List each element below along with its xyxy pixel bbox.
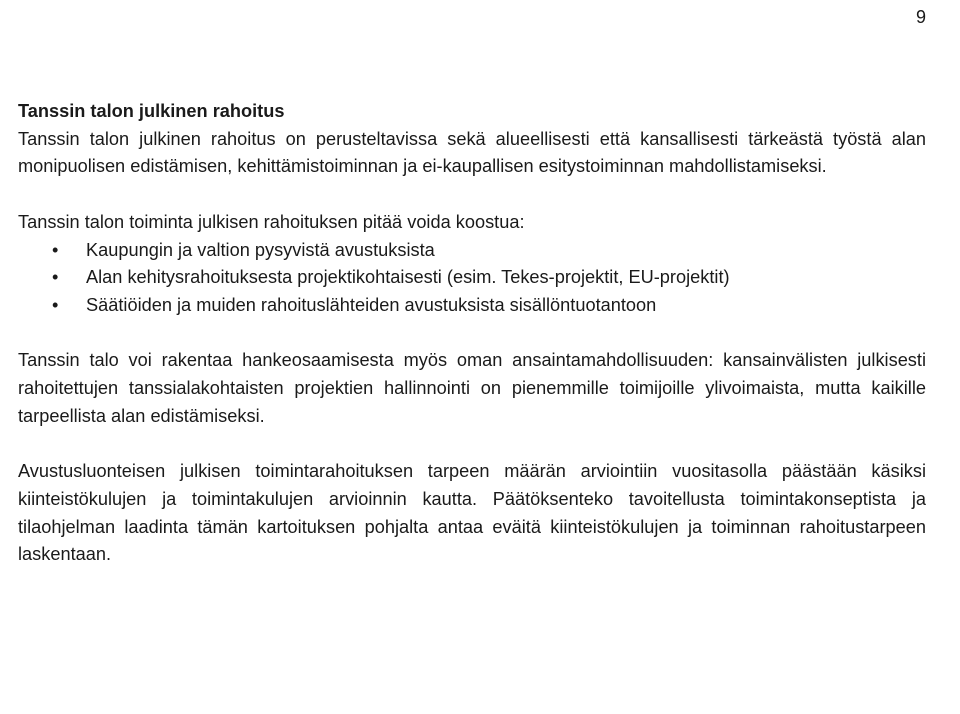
- bullet-icon: •: [52, 267, 59, 288]
- funding-sources-list: [18, 237, 926, 320]
- list-item: [18, 237, 926, 265]
- list-item: [18, 292, 926, 320]
- list-item: [18, 264, 926, 292]
- bullet-icon: •: [52, 239, 59, 260]
- bullet-icon: •: [52, 294, 59, 315]
- document-body: [18, 98, 926, 569]
- section-heading: Tanssin talon julkinen rahoitus: [18, 101, 285, 121]
- operating-funding-paragraph: Avustusluonteisen julkisen toimintarahoituksen tarpeen määrän arviointiin vuositasolla päästään käsiksi kiinteistökulujen ja toimintakulujen arvioinnin kautta. Päätöksenteko tavoitellusta toimintakonseptista ja tilaohjelman laadinta tämän kartoituksen pohjalta antaa eväitä kiinteistökulujen ja toiminnan rahoitustarpeen laskentaan.: [18, 461, 926, 565]
- project-management-paragraph: Tanssin talo voi rakentaa hankeosaamisesta myös oman ansaintamahdollisuuden: kansainvälisten julkisesti rahoitettujen tanssialakohtaisten projektien hallinnointi on pienemmille toimijoille ylivoimaista, mutta kaikille tarpeellista alan edistämiseksi.: [18, 350, 926, 426]
- intro-paragraph: Tanssin talon julkinen rahoitus on perusteltavissa sekä alueellisesti että kansallisesti tärkeästä työstä alan monipuolisen edistämisen, kehittämistoiminnan ja ei-kaupallisen esitystoiminnan mahdollistamiseksi.: [18, 128, 926, 177]
- list-item-text: Kaupungin ja valtion pysyvistä avustuksista: [86, 239, 435, 260]
- list-item-text: Alan kehitysrahoituksesta projektikohtaisesti (esim. Tekes-projektit, EU-projektit): [86, 267, 730, 288]
- list-item-text: Säätiöiden ja muiden rahoituslähteiden avustuksista sisällöntuotantoon: [86, 294, 657, 315]
- funding-sources-lead: Tanssin talon toiminta julkisen rahoituksen pitää voida koostua:: [18, 211, 525, 232]
- page-number: 9: [915, 7, 926, 27]
